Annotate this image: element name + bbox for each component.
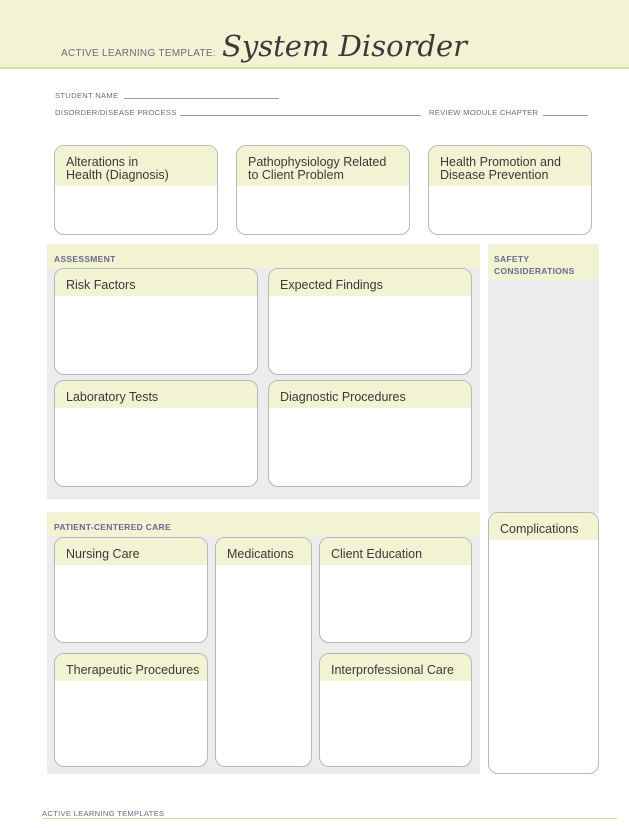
pathophysiology-box[interactable] [236, 145, 410, 235]
box-label: Risk Factors [66, 278, 136, 292]
client-education-box[interactable] [319, 537, 472, 643]
assessment-title: ASSESSMENT [54, 254, 116, 264]
expected-findings-box[interactable] [268, 268, 472, 375]
box-label: Diagnostic Procedures [280, 390, 406, 404]
box-label: Laboratory Tests [66, 390, 159, 404]
laboratory-tests-box[interactable] [54, 380, 258, 487]
box-label: Nursing Care [66, 547, 140, 561]
medications-box[interactable] [215, 537, 312, 767]
patient-care-title: PATIENT-CENTERED CARE [54, 522, 171, 532]
safety-title: SAFETY CONSIDERATIONS [494, 254, 575, 276]
risk-factors-box[interactable] [54, 268, 258, 375]
nursing-care-box[interactable] [54, 537, 208, 643]
alterations-in-health-box[interactable] [54, 145, 218, 235]
box-label: Client Education [331, 547, 423, 561]
box-label: Complications [500, 522, 579, 536]
diagnostic-procedures-box[interactable] [268, 380, 472, 487]
review-module-label: REVIEW MODULE CHAPTER [429, 108, 539, 117]
complications-box[interactable] [488, 512, 599, 774]
student-name-field[interactable] [124, 98, 279, 99]
page-title: System Disorder [222, 29, 467, 63]
box-label: Health Promotion and Disease Prevention [440, 155, 561, 182]
box-label: Therapeutic Procedures [66, 663, 200, 677]
interprofessional-care-box[interactable] [319, 653, 472, 767]
student-name-label: STUDENT NAME [55, 91, 119, 100]
box-label: Alterations in Health (Diagnosis) [66, 155, 169, 182]
disorder-process-label: DISORDER/DISEASE PROCESS [55, 108, 177, 117]
footer-rule [42, 818, 617, 819]
footer-label: ACTIVE LEARNING TEMPLATES [42, 809, 165, 818]
safety-considerations-section[interactable] [488, 244, 599, 514]
box-label: Pathophysiology Related to Client Problem [248, 155, 387, 182]
disorder-process-field[interactable] [180, 115, 421, 116]
health-promotion-box[interactable] [428, 145, 592, 235]
box-label: Interprofessional Care [331, 663, 454, 677]
therapeutic-procedures-box[interactable] [54, 653, 208, 767]
box-label: Expected Findings [280, 278, 383, 292]
box-label: Medications [227, 547, 294, 561]
review-module-field[interactable] [543, 115, 588, 116]
template-label: ACTIVE LEARNING TEMPLATE: [61, 48, 216, 59]
header-rule [0, 67, 629, 69]
